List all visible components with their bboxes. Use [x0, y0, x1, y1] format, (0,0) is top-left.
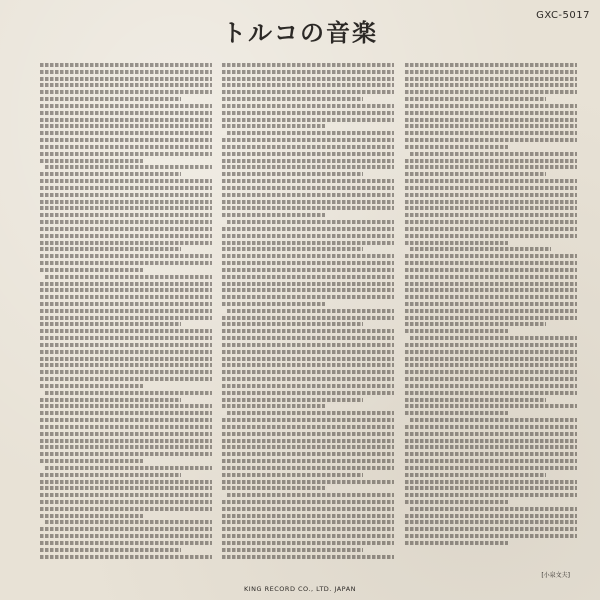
- liner-notes: [0, 62, 600, 567]
- text-line: [40, 335, 212, 340]
- text-line: [405, 205, 577, 210]
- text-line: [40, 403, 212, 408]
- text-line: [40, 547, 181, 552]
- text-line: [45, 164, 212, 169]
- text-line: [222, 246, 363, 251]
- text-line: [40, 212, 212, 217]
- text-line: [405, 465, 577, 470]
- text-line: [405, 164, 577, 169]
- text-line: [405, 438, 577, 443]
- text-line: [40, 485, 212, 490]
- text-line: [40, 479, 212, 484]
- text-line: [222, 472, 363, 477]
- text-line: [405, 321, 546, 326]
- text-line: [227, 308, 394, 313]
- text-line: [40, 526, 212, 531]
- text-line: [222, 137, 394, 142]
- text-line: [222, 362, 394, 367]
- text-line: [222, 369, 394, 374]
- text-line: [40, 472, 181, 477]
- text-line: [222, 465, 394, 470]
- text-line: [405, 62, 577, 67]
- text-line: [405, 444, 577, 449]
- text-line: [40, 178, 212, 183]
- text-line: [222, 144, 394, 149]
- text-line: [405, 260, 577, 265]
- text-line: [405, 144, 508, 149]
- text-line: [405, 308, 577, 313]
- text-line: [40, 130, 212, 135]
- text-line: [222, 103, 394, 108]
- text-line: [405, 403, 577, 408]
- text-line: [40, 144, 212, 149]
- text-line: [222, 444, 394, 449]
- text-line: [40, 369, 212, 374]
- text-line: [222, 383, 394, 388]
- text-line: [40, 226, 212, 231]
- text-line: [222, 117, 394, 122]
- text-line: [405, 369, 577, 374]
- text-line: [40, 438, 212, 443]
- text-line: [405, 451, 577, 456]
- text-line: [40, 376, 212, 381]
- text-line: [405, 458, 577, 463]
- text-line: [40, 185, 212, 190]
- text-line: [40, 192, 212, 197]
- text-line: [405, 192, 577, 197]
- text-line: [45, 519, 212, 524]
- text-line: [405, 424, 577, 429]
- text-line: [405, 89, 577, 94]
- text-line: [222, 212, 325, 217]
- text-line: [405, 178, 577, 183]
- text-line: [227, 219, 394, 224]
- text-line: [405, 342, 577, 347]
- text-line: [405, 356, 577, 361]
- text-line: [40, 96, 181, 101]
- text-line: [405, 274, 577, 279]
- text-line: [222, 178, 394, 183]
- text-line: [222, 342, 394, 347]
- text-line: [222, 287, 394, 292]
- text-line: [40, 431, 212, 436]
- text-line: [222, 96, 363, 101]
- text-line: [405, 397, 546, 402]
- text-line: [222, 485, 325, 490]
- text-line: [222, 267, 394, 272]
- text-line: [222, 260, 394, 265]
- text-line: [405, 485, 577, 490]
- text-line: [222, 315, 394, 320]
- text-line: [222, 431, 394, 436]
- text-line: [222, 151, 394, 156]
- text-line: [405, 431, 577, 436]
- text-line: [222, 69, 394, 74]
- text-line: [405, 267, 577, 272]
- text-line: [40, 137, 212, 142]
- text-line: [40, 540, 212, 545]
- text-line: [405, 226, 577, 231]
- text-line: [222, 171, 363, 176]
- text-line: [40, 246, 181, 251]
- text-line: [40, 458, 143, 463]
- text-line: [40, 362, 212, 367]
- text-line: [222, 328, 394, 333]
- text-line: [222, 192, 394, 197]
- text-line: [222, 62, 394, 67]
- text-line: [222, 274, 394, 279]
- liner-notes-column-2: [222, 62, 394, 567]
- text-line: [45, 274, 212, 279]
- publisher-footer: KING RECORD CO., LTD. JAPAN: [244, 585, 356, 593]
- text-line: [40, 492, 212, 497]
- text-line: [222, 376, 394, 381]
- text-line: [222, 349, 394, 354]
- text-line: [40, 410, 212, 415]
- text-line: [222, 240, 394, 245]
- text-line: [222, 458, 394, 463]
- text-line: [40, 417, 212, 422]
- text-line: [222, 76, 394, 81]
- text-line: [222, 110, 394, 115]
- text-line: [405, 540, 508, 545]
- text-line: [40, 321, 181, 326]
- liner-notes-column-3: [405, 62, 577, 567]
- text-line: [410, 417, 577, 422]
- text-line: [222, 205, 394, 210]
- text-line: [405, 492, 577, 497]
- author-signature: [小泉文夫]: [541, 572, 570, 579]
- text-line: [405, 137, 577, 142]
- text-line: [405, 499, 508, 504]
- text-line: [405, 349, 577, 354]
- text-line: [405, 533, 577, 538]
- text-line: [40, 260, 212, 265]
- text-line: [40, 219, 212, 224]
- text-line: [410, 246, 551, 251]
- text-line: [405, 82, 577, 87]
- text-line: [222, 294, 394, 299]
- text-line: [405, 281, 577, 286]
- text-line: [40, 533, 212, 538]
- text-line: [40, 76, 212, 81]
- text-line: [222, 554, 394, 559]
- text-line: [222, 158, 394, 163]
- text-line: [405, 130, 577, 135]
- text-line: [40, 356, 212, 361]
- text-line: [222, 226, 394, 231]
- text-line: [222, 123, 325, 128]
- text-line: [45, 390, 212, 395]
- text-line: [405, 96, 546, 101]
- text-line: [222, 526, 394, 531]
- text-line: [40, 89, 212, 94]
- text-line: [222, 499, 394, 504]
- text-line: [40, 117, 212, 122]
- text-line: [222, 253, 394, 258]
- liner-notes-column-1: [40, 62, 212, 567]
- page-title: トルコの音楽: [222, 18, 378, 47]
- text-line: [222, 199, 394, 204]
- text-line: [410, 151, 577, 156]
- text-line: [40, 342, 212, 347]
- text-line: [40, 233, 212, 238]
- text-line: [40, 554, 212, 559]
- text-line: [405, 376, 577, 381]
- text-line: [222, 397, 363, 402]
- text-line: [222, 89, 394, 94]
- text-line: [222, 82, 394, 87]
- text-line: [40, 301, 212, 306]
- text-line: [405, 328, 508, 333]
- text-line: [405, 287, 577, 292]
- text-line: [405, 383, 577, 388]
- text-line: [222, 479, 394, 484]
- text-line: [405, 479, 577, 484]
- text-line: [40, 82, 212, 87]
- text-line: [222, 403, 325, 408]
- text-line: [405, 199, 577, 204]
- text-line: [40, 240, 212, 245]
- text-line: [222, 281, 394, 286]
- text-line: [410, 335, 577, 340]
- text-line: [410, 506, 577, 511]
- text-line: [222, 540, 394, 545]
- text-line: [40, 506, 212, 511]
- text-line: [405, 110, 577, 115]
- text-line: [405, 472, 546, 477]
- text-line: [40, 281, 212, 286]
- text-line: [40, 267, 143, 272]
- text-line: [222, 356, 394, 361]
- text-line: [227, 492, 394, 497]
- text-line: [40, 103, 212, 108]
- text-line: [405, 233, 577, 238]
- text-line: [405, 123, 577, 128]
- text-line: [405, 301, 577, 306]
- text-line: [222, 451, 394, 456]
- text-line: [222, 321, 363, 326]
- text-line: [405, 171, 546, 176]
- text-line: [40, 499, 212, 504]
- text-line: [405, 240, 508, 245]
- text-line: [227, 130, 394, 135]
- text-line: [40, 151, 212, 156]
- text-line: [40, 424, 212, 429]
- text-line: [222, 164, 394, 169]
- text-line: [405, 103, 577, 108]
- text-line: [222, 519, 394, 524]
- text-line: [405, 294, 577, 299]
- text-line: [222, 390, 394, 395]
- text-line: [222, 513, 394, 518]
- text-line: [45, 465, 212, 470]
- text-line: [222, 533, 394, 538]
- text-line: [405, 76, 577, 81]
- text-line: [222, 417, 394, 422]
- text-line: [405, 158, 577, 163]
- text-line: [405, 513, 577, 518]
- text-line: [40, 349, 212, 354]
- text-line: [40, 451, 212, 456]
- text-line: [40, 397, 181, 402]
- text-line: [222, 233, 394, 238]
- text-line: [222, 506, 394, 511]
- catalog-number: GXC-5017: [536, 10, 590, 21]
- text-line: [40, 294, 212, 299]
- text-line: [405, 185, 577, 190]
- text-line: [222, 547, 363, 552]
- text-line: [40, 123, 212, 128]
- text-line: [40, 199, 212, 204]
- text-line: [405, 219, 577, 224]
- text-line: [227, 410, 394, 415]
- text-line: [405, 519, 577, 524]
- text-line: [40, 158, 143, 163]
- text-line: [40, 205, 212, 210]
- text-line: [40, 328, 212, 333]
- text-line: [40, 308, 212, 313]
- text-line: [40, 513, 143, 518]
- text-line: [405, 315, 577, 320]
- text-line: [222, 438, 394, 443]
- text-line: [405, 410, 508, 415]
- text-line: [405, 212, 577, 217]
- text-line: [222, 424, 394, 429]
- text-line: [40, 444, 212, 449]
- text-line: [40, 171, 181, 176]
- text-line: [40, 110, 212, 115]
- text-line: [222, 185, 394, 190]
- text-line: [405, 253, 577, 258]
- text-line: [40, 315, 212, 320]
- text-line: [405, 390, 577, 395]
- text-line: [40, 62, 212, 67]
- text-line: [405, 526, 577, 531]
- text-line: [40, 69, 212, 74]
- text-line: [222, 301, 325, 306]
- text-line: [222, 335, 394, 340]
- text-line: [40, 253, 212, 258]
- text-line: [405, 362, 577, 367]
- text-line: [405, 117, 577, 122]
- text-line: [40, 287, 212, 292]
- text-line: [40, 383, 143, 388]
- text-line: [405, 69, 577, 74]
